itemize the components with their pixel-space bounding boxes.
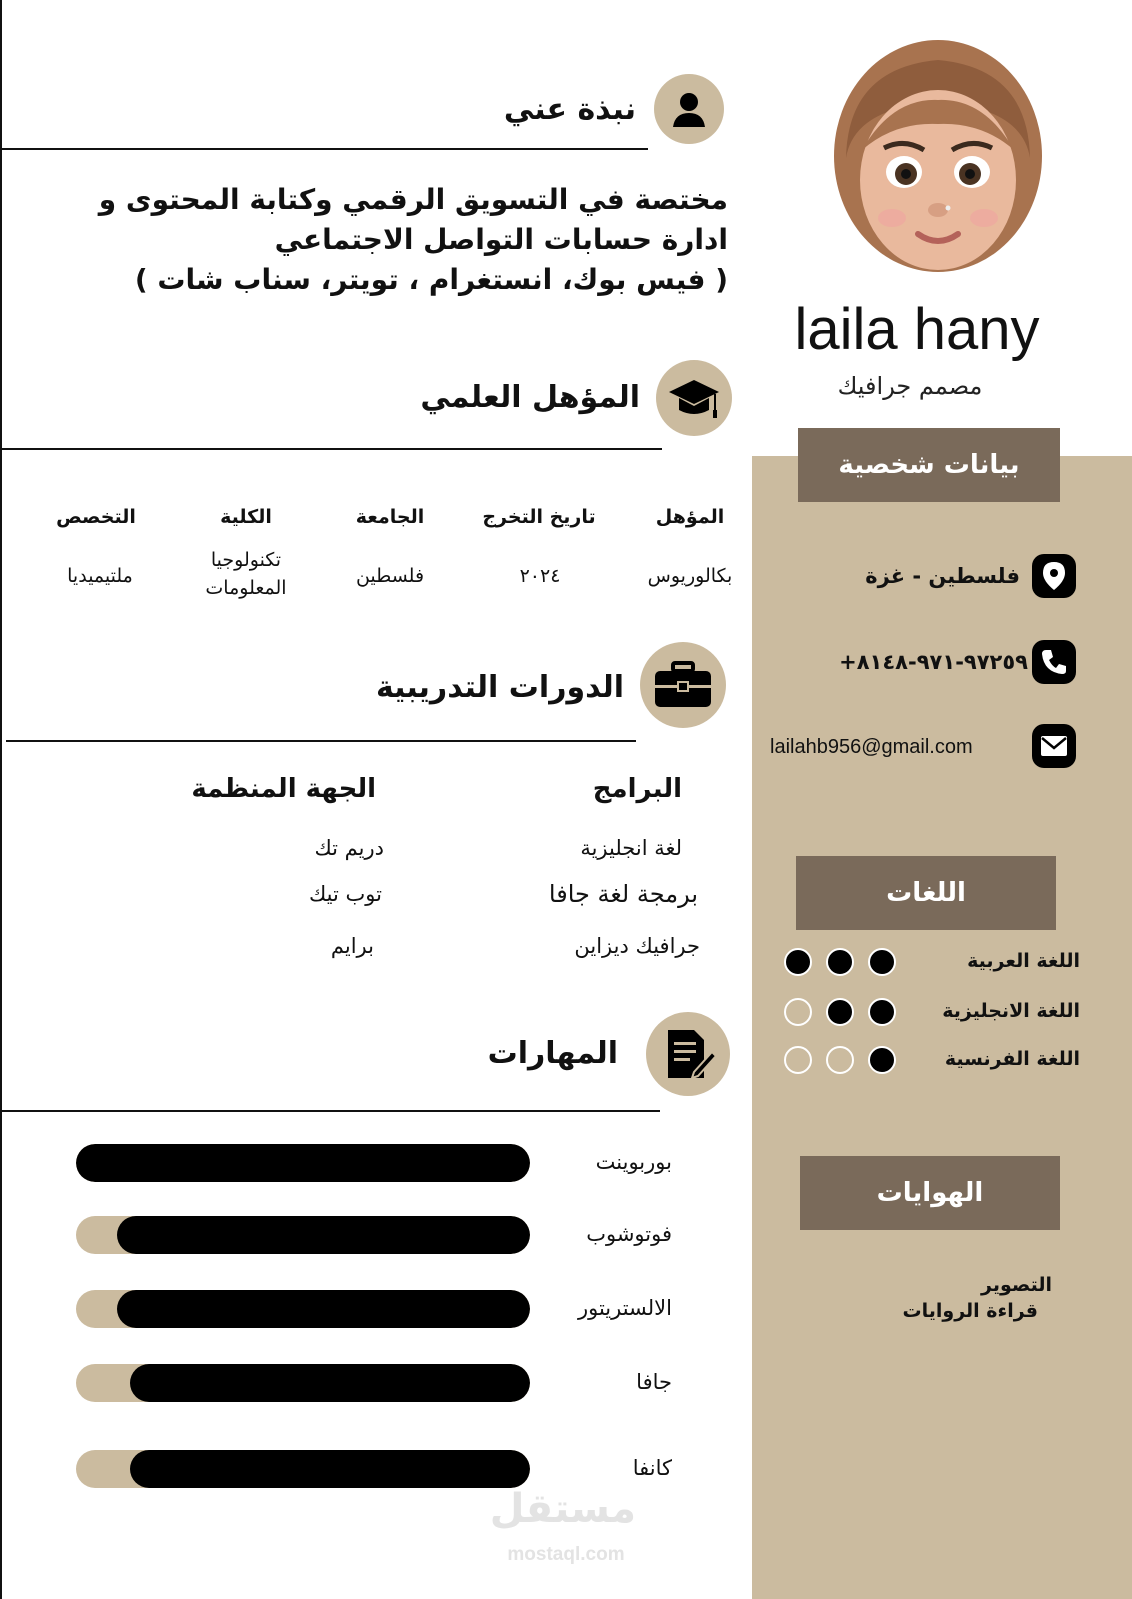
courses-org-header: الجهة المنظمة [191, 774, 376, 804]
language-level-dot [784, 1046, 812, 1074]
skill-bar-fill [117, 1216, 530, 1254]
education-major-value: ملتيميديا [67, 565, 133, 587]
skill-bar-track [76, 1364, 530, 1402]
skills-icon-circle [646, 1012, 730, 1096]
language-level-dot [784, 948, 812, 976]
personal-heading-box: بيانات شخصية [798, 428, 1060, 502]
skills-heading: المهارات [487, 1036, 618, 1071]
skill-bar-fill [130, 1364, 530, 1402]
email-text: lailahb956@gmail.com [770, 736, 973, 758]
skill-label: الالستريتور [577, 1296, 672, 1320]
course-org-1: دريم تك [314, 836, 384, 860]
education-degree-value: بكالوريوس [647, 565, 733, 587]
language-label: اللغة العربية [967, 950, 1080, 972]
education-header-degree: المؤهل [655, 506, 725, 528]
person-icon [669, 89, 709, 129]
education-header-college: الكلية [220, 506, 272, 528]
about-divider [2, 148, 648, 150]
hobby-item-1: التصوير [981, 1274, 1052, 1296]
course-org-2: توب تيك [308, 882, 382, 906]
page-left-border [0, 0, 2, 1599]
education-university-value: فلسطين [355, 565, 425, 587]
phone-text: +٩٧٢٥٩-٩٧١-٨١٤٨ [839, 650, 1028, 674]
education-icon-circle [656, 360, 732, 436]
courses-programs-header: البرامج [592, 774, 682, 804]
about-icon-circle [654, 74, 724, 144]
skill-bar-fill [117, 1290, 530, 1328]
skill-label: فوتوشوب [586, 1222, 672, 1246]
skill-bar-fill [130, 1450, 530, 1488]
skill-bar-fill [76, 1144, 530, 1182]
graduation-cap-icon [667, 376, 721, 420]
courses-heading: الدورات التدريبية [375, 670, 624, 705]
skills-divider [2, 1110, 660, 1112]
language-label: اللغة الانجليزية [942, 1000, 1080, 1022]
education-divider [2, 448, 662, 450]
education-header-graduation: تاريخ التخرج [482, 506, 596, 528]
language-level-dot [868, 998, 896, 1026]
language-level-dot [784, 998, 812, 1026]
hobbies-list [792, 1272, 1052, 1324]
skill-label: جافا [636, 1370, 672, 1394]
mail-icon [1032, 724, 1076, 768]
skill-bar-track [76, 1144, 530, 1182]
watermark-logo-latin: mostaql.com [507, 1544, 625, 1565]
about-heading: نبذة عني [503, 92, 636, 127]
avatar [832, 38, 1044, 274]
about-text [8, 180, 728, 300]
skill-bar-track [76, 1290, 530, 1328]
language-level-dot [868, 1046, 896, 1074]
languages-heading-box: اللغات [796, 856, 1056, 930]
education-heading: المؤهل العلمي [420, 380, 640, 415]
hobby-item-2: قراءة الروايات [902, 1300, 1038, 1322]
education-college-value: تكنولوجيا المعلومات [205, 549, 287, 599]
education-graduation-value: ٢٠٢٤ [519, 565, 561, 587]
skill-bar-track [76, 1216, 530, 1254]
courses-icon-circle [640, 642, 726, 728]
phone-icon [1032, 640, 1076, 684]
briefcase-icon [653, 661, 713, 709]
about-line-3: ( فيس بوك، انستغرام ، تويتر، سناب شات ) [134, 263, 728, 296]
language-level-dot [826, 1046, 854, 1074]
language-label: اللغة الفرنسية [944, 1048, 1080, 1070]
skill-label: بوربوينت [595, 1150, 672, 1174]
education-header-major: التخصص [56, 506, 136, 528]
hobbies-heading-box: الهوايات [800, 1156, 1060, 1230]
course-org-3: برايم [330, 934, 374, 958]
course-program-1: لغة انجليزية [580, 836, 682, 860]
courses-divider [6, 740, 636, 742]
language-level-dot [868, 948, 896, 976]
document-edit-icon [660, 1026, 716, 1082]
course-program-2: برمجة لغة جافا [548, 880, 698, 908]
course-program-3: جرافيك ديزاين [574, 934, 700, 958]
location-pin-icon [1032, 554, 1076, 598]
skill-bar-track [76, 1450, 530, 1488]
profile-title: مصمم جرافيك [837, 372, 983, 400]
location-text: فلسطين - غزة [865, 564, 1020, 588]
skill-label: كانفا [632, 1456, 672, 1480]
about-line-2: ادارة حسابات التواصل الاجتماعي [274, 223, 728, 256]
education-header-university: الجامعة [355, 506, 425, 528]
language-level-dot [826, 998, 854, 1026]
profile-name: laila hany [794, 297, 1040, 362]
about-line-1: مختصة في التسويق الرقمي وكتابة المحتوى و [98, 183, 728, 216]
language-level-dot [826, 948, 854, 976]
sidebar-background [752, 456, 1132, 1599]
watermark-logo-arabic: مستقل [489, 1486, 636, 1532]
